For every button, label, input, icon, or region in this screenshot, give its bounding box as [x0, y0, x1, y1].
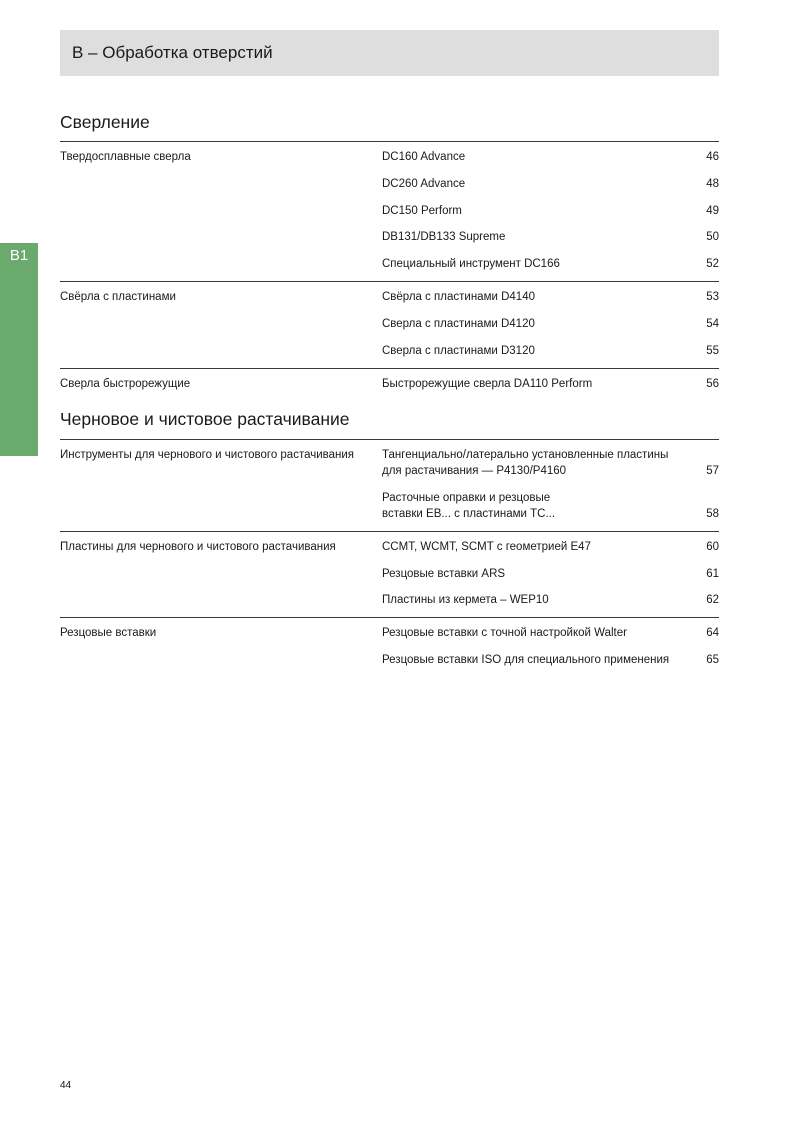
footer-page-number: 44	[60, 1080, 72, 1091]
toc-entry[interactable]: DB131/DB133 Supreme	[382, 231, 506, 243]
toc-page-number[interactable]: 53	[706, 291, 719, 303]
toc-page-number[interactable]: 46	[706, 151, 719, 163]
section-divider	[60, 141, 719, 142]
toc-entry[interactable]: Быстрорежущие сверла DA110 Perform	[382, 378, 593, 390]
toc-entry-line1[interactable]: Расточные оправки и резцовые	[382, 492, 551, 504]
toc-entry[interactable]: Сверла с пластинами D3120	[382, 345, 535, 357]
toc-page-number[interactable]: 54	[706, 318, 719, 330]
toc-page-number[interactable]: 50	[706, 231, 719, 243]
side-tab-label: B1	[9, 247, 29, 264]
toc-entry[interactable]: CCMT, WCMT, SCMT с геометрией E47	[382, 541, 591, 553]
toc-page-number[interactable]: 55	[706, 345, 719, 357]
toc-page-number[interactable]: 65	[706, 654, 719, 666]
toc-page-number[interactable]: 58	[706, 508, 719, 520]
toc-entry[interactable]: DC160 Advance	[382, 151, 466, 163]
toc-category: Свёрла с пластинами	[60, 291, 176, 303]
section-heading-drilling: Сверление	[60, 112, 150, 132]
toc-entry-line1[interactable]: Тангенциально/латерально установленные пластины	[382, 449, 669, 461]
toc-page-number[interactable]: 62	[706, 594, 719, 606]
toc-category: Инструменты для чернового и чистового растачивания	[60, 449, 355, 461]
toc-entry[interactable]: Сверла с пластинами D4120	[382, 318, 535, 330]
toc-page-number[interactable]: 57	[706, 465, 719, 477]
toc-entry[interactable]: Резцовые вставки ARS	[382, 568, 506, 580]
toc-entry[interactable]: Специальный инструмент DC166	[382, 258, 560, 270]
toc-page-number[interactable]: 64	[706, 627, 719, 639]
group-divider	[60, 281, 719, 282]
toc-category: Сверла быстрорежущие	[60, 378, 191, 390]
toc-category: Резцовые вставки	[60, 627, 157, 639]
toc-entry[interactable]: Пластины из кермета – WEP10	[382, 594, 549, 606]
toc-page-number[interactable]: 60	[706, 541, 719, 553]
toc-entry-line2[interactable]: вставки EB... с пластинами TC...	[382, 508, 556, 520]
toc-entry[interactable]: Свёрла с пластинами D4140	[382, 291, 535, 303]
chapter-title: B – Обработка отверстий	[72, 43, 273, 62]
toc-entry[interactable]: Резцовые вставки ISO для специального применения	[382, 654, 670, 666]
toc-page-number[interactable]: 52	[706, 258, 719, 270]
toc-page-number[interactable]: 61	[706, 568, 719, 580]
section-heading-boring: Черновое и чистовое растачивание	[60, 409, 350, 429]
group-divider	[60, 617, 719, 618]
section-divider	[60, 439, 719, 440]
toc-entry[interactable]: DC150 Perform	[382, 205, 462, 217]
toc-category: Твердосплавные сверла	[60, 151, 191, 163]
group-divider	[60, 531, 719, 532]
toc-entry[interactable]: Резцовые вставки с точной настройкой Walter	[382, 627, 627, 639]
toc-category: Пластины для чернового и чистового растачивания	[60, 541, 336, 553]
toc-page-number[interactable]: 48	[706, 178, 719, 190]
toc-entry-line2[interactable]: для растачивания — P4130/P4160	[382, 465, 567, 477]
chapter-side-tab[interactable]	[0, 243, 38, 456]
toc-page-number[interactable]: 56	[706, 378, 719, 390]
toc-page-number[interactable]: 49	[706, 205, 719, 217]
group-divider	[60, 368, 719, 369]
chapter-header	[60, 30, 719, 76]
toc-entry[interactable]: DC260 Advance	[382, 178, 466, 190]
